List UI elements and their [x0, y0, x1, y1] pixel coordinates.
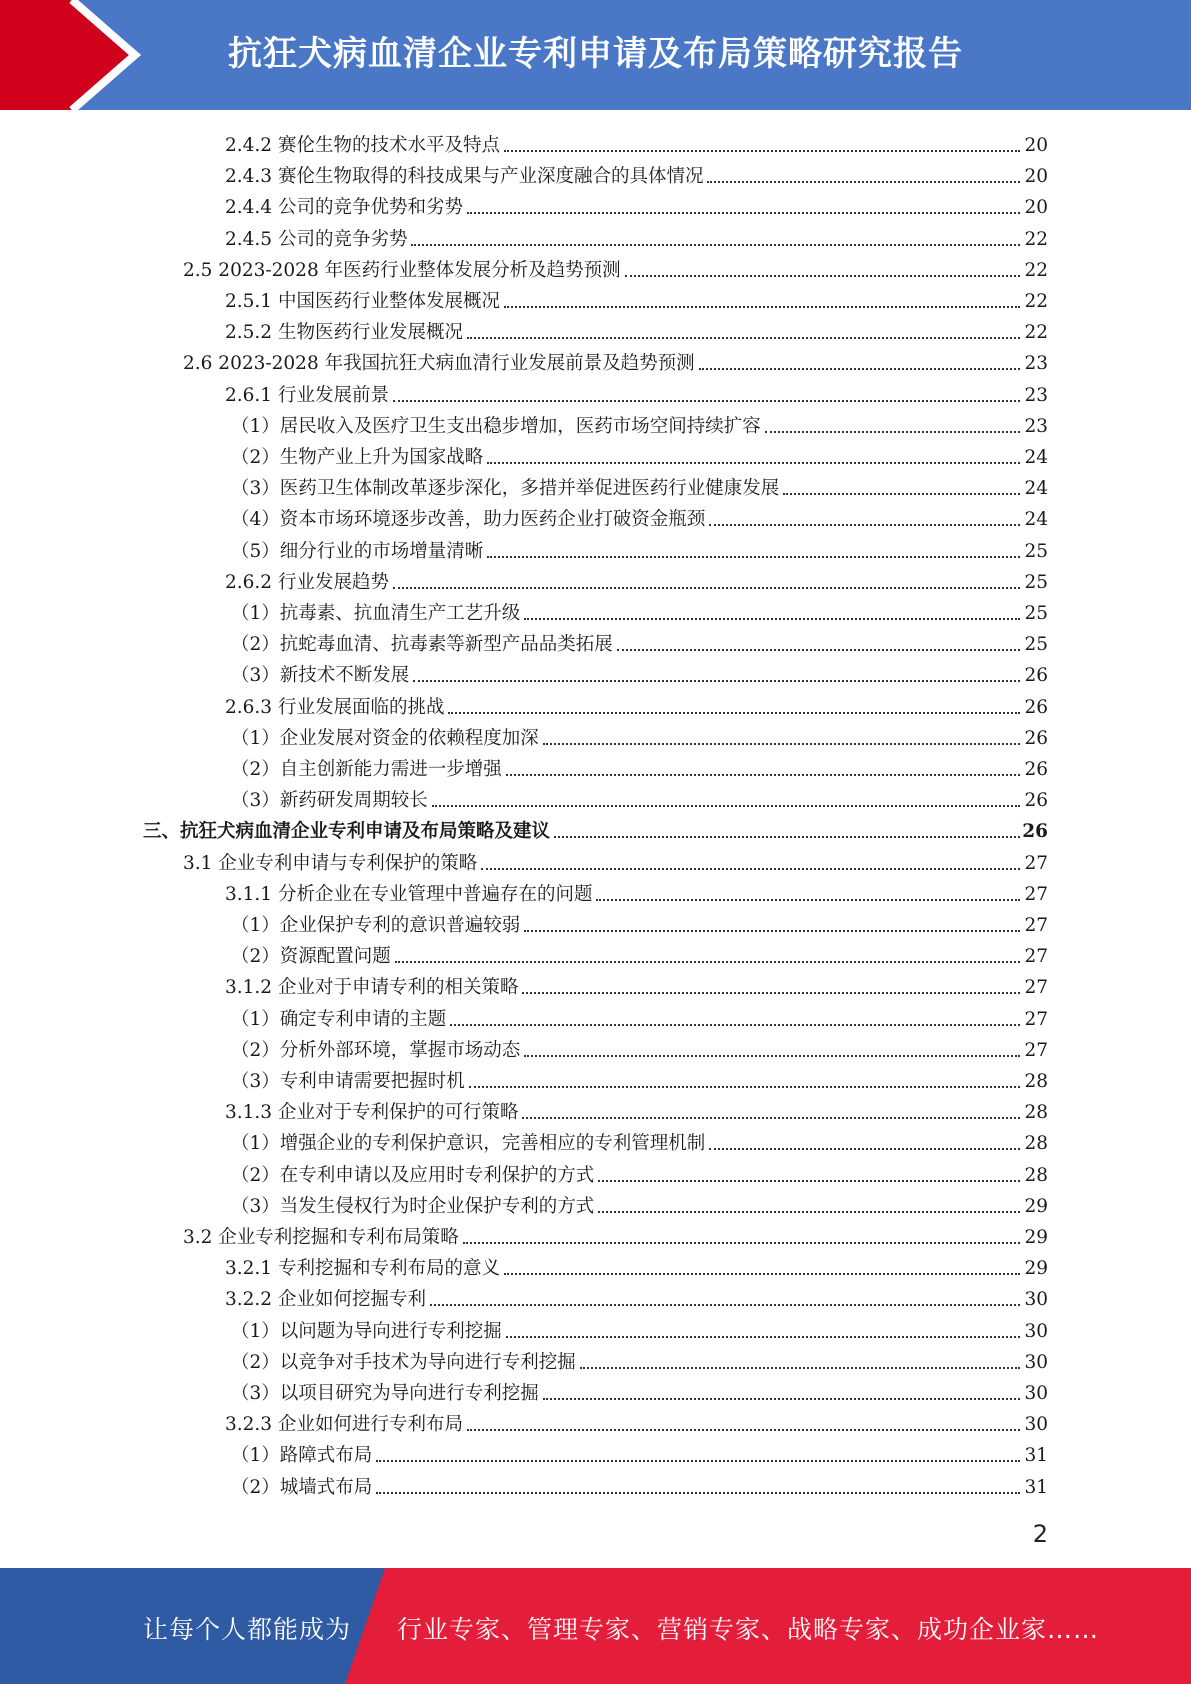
- toc-entry[interactable]: [225, 688, 1048, 719]
- toc-entry[interactable]: [231, 500, 1048, 531]
- toc-entry[interactable]: [183, 344, 1048, 375]
- toc-entry-page: 26: [1024, 665, 1048, 687]
- toc-entry-page: 24: [1024, 478, 1048, 500]
- toc-entry-label: （1）抗毒素、抗血清生产工艺升级: [231, 603, 521, 624]
- toc-dot-leader: [432, 805, 1020, 807]
- toc-dot-leader: [450, 1024, 1020, 1026]
- toc-entry-label: （4）资本市场环境逐步改善，助力医药企业打破资金瓶颈: [231, 509, 706, 531]
- toc-dot-leader: [481, 868, 1020, 870]
- toc-dot-leader: [393, 400, 1020, 402]
- toc-entry-label: （3）医药卫生体制改革逐步深化，多措并举促进医药行业健康发展: [231, 478, 780, 500]
- toc-dot-leader: [580, 1367, 1020, 1369]
- toc-entry-page: 20: [1024, 166, 1048, 188]
- toc-entry[interactable]: [225, 1280, 1048, 1311]
- toc-entry[interactable]: [225, 563, 1048, 594]
- toc-entry[interactable]: [231, 656, 1048, 687]
- toc-entry-label: 2.6.1 行业发展前景: [225, 384, 389, 406]
- toc-dot-leader: [506, 1336, 1020, 1338]
- toc-entry-page: 29: [1024, 1227, 1048, 1248]
- toc-dot-leader: [504, 1273, 1020, 1275]
- toc-dot-leader: [554, 836, 1020, 838]
- toc-entry[interactable]: [231, 1187, 1048, 1218]
- toc-entry[interactable]: [231, 906, 1048, 937]
- toc-entry[interactable]: [231, 469, 1048, 500]
- toc-entry-label: （1）企业保护专利的意识普遍较弱: [231, 915, 521, 936]
- toc-dot-leader: [765, 431, 1020, 433]
- toc-entry[interactable]: [183, 1218, 1048, 1249]
- toc-entry[interactable]: [231, 1062, 1048, 1093]
- toc-entry-label: 3.2.3 企业如何进行专利布局: [225, 1414, 463, 1436]
- toc-entry-page: 24: [1024, 509, 1048, 531]
- toc-entry[interactable]: [231, 407, 1048, 438]
- toc-entry-page: 25: [1024, 603, 1048, 624]
- toc-entry-label: 2.4.5 公司的竞争劣势: [225, 228, 408, 250]
- toc-entry[interactable]: [225, 157, 1048, 188]
- toc-entry-page: 27: [1024, 915, 1048, 936]
- toc-entry[interactable]: [231, 781, 1048, 812]
- toc-entry[interactable]: [231, 1000, 1048, 1031]
- toc-entry-page: 20: [1024, 135, 1048, 156]
- toc-dot-leader: [393, 587, 1020, 589]
- toc-dot-leader: [524, 930, 1020, 932]
- toc-entry[interactable]: [231, 532, 1048, 563]
- toc-entry[interactable]: [225, 376, 1048, 407]
- toc-dot-leader: [469, 1086, 1020, 1088]
- toc-dot-leader: [709, 524, 1020, 526]
- toc-dot-leader: [448, 712, 1020, 714]
- toc-dot-leader: [413, 680, 1020, 682]
- toc-entry-label: 2.5 2023-2028 年医药行业整体发展分析及趋势预测: [183, 259, 621, 281]
- toc-entry[interactable]: [231, 1124, 1048, 1155]
- toc-entry-label: 3.1 企业专利申请与专利保护的策略: [183, 852, 478, 874]
- toc-entry-label: 3.1.1 分析企业在专业管理中普遍存在的问题: [225, 883, 593, 905]
- toc-entry-label: （5）细分行业的市场增量清晰: [231, 540, 484, 562]
- toc-entry-page: 26: [1024, 727, 1048, 749]
- toc-entry-label: 2.5.1 中国医药行业整体发展概况: [225, 291, 500, 312]
- toc-entry-page: 31: [1024, 1445, 1048, 1467]
- toc-entry[interactable]: [183, 844, 1048, 875]
- toc-entry[interactable]: [225, 282, 1048, 313]
- toc-dot-leader: [522, 992, 1020, 994]
- toc-dot-leader: [395, 961, 1020, 963]
- toc-entry[interactable]: [225, 875, 1048, 906]
- toc-entry-label: 3.2 企业专利挖掘和专利布局策略: [183, 1227, 459, 1248]
- toc-entry-page: 20: [1024, 197, 1048, 219]
- toc-dot-leader: [506, 774, 1020, 776]
- toc-entry-page: 29: [1024, 1195, 1048, 1217]
- toc-entry-page: 22: [1024, 322, 1048, 344]
- toc-dot-leader: [524, 618, 1020, 620]
- toc-dot-leader: [596, 899, 1020, 901]
- toc-dot-leader: [783, 493, 1020, 495]
- toc-entry-page: 28: [1024, 1164, 1048, 1186]
- toc-entry-page: 23: [1024, 353, 1048, 375]
- toc-dot-leader: [543, 1398, 1020, 1400]
- toc-dot-leader: [467, 1429, 1020, 1431]
- toc-dot-leader: [504, 306, 1020, 308]
- toc-entry-page: 30: [1024, 1383, 1048, 1404]
- toc-entry-label: （2）抗蛇毒血清、抗毒素等新型产品品类拓展: [231, 634, 613, 656]
- toc-entry-label: 2.4.4 公司的竞争优势和劣势: [225, 197, 463, 219]
- toc-entry-page: 26: [1024, 696, 1048, 718]
- toc-entry-page: 30: [1024, 1351, 1048, 1373]
- toc-entry[interactable]: [225, 313, 1048, 344]
- toc-entry-page: 28: [1024, 1102, 1048, 1124]
- toc-entry-page: 28: [1024, 1133, 1048, 1155]
- toc-entry-label: （3）新技术不断发展: [231, 665, 410, 687]
- toc-entry[interactable]: [225, 1093, 1048, 1124]
- toc-entry-label: 3.1.3 企业对于专利保护的可行策略: [225, 1102, 519, 1124]
- toc-entry[interactable]: [231, 438, 1048, 469]
- toc-dot-leader: [625, 275, 1020, 277]
- page-footer: [0, 1568, 1191, 1684]
- toc-entry-page: 23: [1024, 415, 1048, 437]
- chevron-arrow-icon: [0, 0, 160, 110]
- toc-dot-leader: [504, 150, 1020, 152]
- toc-entry-page: 27: [1024, 852, 1048, 874]
- toc-entry-label: （1）增强企业的专利保护意识，完善相应的专利管理机制: [231, 1133, 706, 1155]
- page-number: 2: [1032, 1520, 1048, 1548]
- toc-entry-label: （3）当发生侵权行为时企业保护专利的方式: [231, 1195, 595, 1217]
- toc-entry[interactable]: [231, 937, 1048, 968]
- toc-dot-leader: [376, 1492, 1020, 1494]
- toc-entry-label: （1）以问题为导向进行专利挖掘: [231, 1320, 502, 1342]
- toc-entry-page: 30: [1024, 1414, 1048, 1436]
- toc-entry-label: （1）居民收入及医疗卫生支出稳步增加，医药市场空间持续扩容: [231, 415, 761, 437]
- page-header: [0, 0, 1191, 110]
- toc-entry-page: 24: [1024, 447, 1048, 468]
- toc-dot-leader: [467, 212, 1020, 214]
- toc-entry-label: （2）资源配置问题: [231, 946, 391, 968]
- toc-dot-leader: [543, 743, 1020, 745]
- toc-entry-page: 27: [1024, 1008, 1048, 1030]
- toc-dot-leader: [598, 1211, 1020, 1213]
- toc-entry-page: 26: [1024, 759, 1048, 780]
- report-title: 抗狂犬病血清企业专利申请及布局策略研究报告: [228, 34, 963, 74]
- toc-dot-leader: [707, 181, 1020, 183]
- toc-dot-leader: [699, 368, 1020, 370]
- toc-entry-page: 30: [1024, 1289, 1048, 1311]
- toc-entry-label: （3）新药研发周期较长: [231, 790, 428, 812]
- toc-entry[interactable]: [231, 750, 1048, 781]
- toc-dot-leader: [411, 244, 1020, 246]
- toc-entry-page: 22: [1024, 228, 1048, 250]
- toc-entry[interactable]: [231, 594, 1048, 625]
- toc-entry-page: 25: [1024, 634, 1048, 656]
- toc-entry-label: 3.2.1 专利挖掘和专利布局的意义: [225, 1258, 500, 1280]
- toc-entry[interactable]: [225, 220, 1048, 251]
- toc-dot-leader: [524, 1055, 1020, 1057]
- footer-slogan-left: 让每个人都能成为: [143, 1615, 352, 1644]
- toc-entry-page: 31: [1024, 1476, 1048, 1498]
- toc-entry[interactable]: [231, 1343, 1048, 1374]
- toc-entry-page: 30: [1024, 1320, 1048, 1342]
- toc-entry-label: （2）城墙式布局: [231, 1476, 373, 1498]
- toc-entry-page: 27: [1024, 1039, 1048, 1061]
- toc-entry-page: 22: [1024, 291, 1048, 312]
- toc-entry[interactable]: [231, 1374, 1048, 1405]
- toc-entry[interactable]: [231, 1436, 1048, 1467]
- toc-entry-label: 2.5.2 生物医药行业发展概况: [225, 322, 463, 344]
- toc-entry-page: 29: [1024, 1258, 1048, 1280]
- toc-entry-label: （2）分析外部环境，掌握市场动态: [231, 1039, 521, 1061]
- toc-entry[interactable]: [225, 968, 1048, 999]
- toc-entry-page: 23: [1024, 384, 1048, 406]
- toc-entry-label: 3.2.2 企业如何挖掘专利: [225, 1289, 426, 1311]
- toc-entry-label: 3.1.2 企业对于申请专利的相关策略: [225, 977, 519, 999]
- toc-dot-leader: [376, 1460, 1020, 1462]
- toc-dot-leader: [487, 556, 1020, 558]
- toc-entry[interactable]: [231, 719, 1048, 750]
- toc-entry-label: （1）企业发展对资金的依赖程度加深: [231, 727, 539, 749]
- toc-entry[interactable]: [231, 625, 1048, 656]
- toc-entry[interactable]: [225, 126, 1048, 157]
- toc-entry-label: （2）以竞争对手技术为导向进行专利挖掘: [231, 1351, 576, 1373]
- toc-entry[interactable]: [143, 812, 1048, 843]
- toc-entry-label: （2）生物产业上升为国家战略: [231, 447, 484, 468]
- toc-entry-page: 27: [1024, 883, 1048, 905]
- toc-entry-page: 26: [1022, 821, 1048, 843]
- toc-entry-label: （3）专利申请需要把握时机: [231, 1071, 465, 1092]
- toc-entry[interactable]: [231, 1312, 1048, 1343]
- toc-entry-label: （2）自主创新能力需进一步增强: [231, 759, 502, 780]
- toc-dot-leader: [463, 1242, 1020, 1244]
- footer-slogan-right: 行业专家、管理专家、营销专家、战略专家、成功企业家……: [397, 1615, 1100, 1644]
- toc-entry[interactable]: [225, 188, 1048, 219]
- toc-entry-label: 2.6 2023-2028 年我国抗狂犬病血清行业发展前景及趋势预测: [183, 353, 695, 375]
- toc-dot-leader: [467, 337, 1020, 339]
- toc-entry-label: 2.4.2 赛伦生物的技术水平及特点: [225, 135, 500, 156]
- toc-entry-label: （2）在专利申请以及应用时专利保护的方式: [231, 1164, 595, 1186]
- toc-entry-label: （3）以项目研究为导向进行专利挖掘: [231, 1383, 539, 1404]
- toc-dot-leader: [598, 1180, 1020, 1182]
- toc-entry-page: 27: [1024, 977, 1048, 999]
- toc-entry[interactable]: [225, 1249, 1048, 1280]
- toc-entry-label: 2.6.2 行业发展趋势: [225, 571, 389, 593]
- toc-entry-label: 三、抗狂犬病血清企业专利申请及布局策略及建议: [143, 821, 551, 843]
- toc-entry-page: 27: [1024, 946, 1048, 968]
- toc-entry-label: （1）路障式布局: [231, 1445, 373, 1467]
- toc-entry-page: 22: [1024, 259, 1048, 281]
- toc-entry[interactable]: [183, 251, 1048, 282]
- toc-dot-leader: [522, 1117, 1020, 1119]
- toc-entry-page: 26: [1024, 790, 1048, 812]
- toc-dot-leader: [430, 1304, 1020, 1306]
- toc-dot-leader: [617, 649, 1020, 651]
- toc-entry[interactable]: [231, 1468, 1048, 1499]
- toc-entry-label: （1）确定专利申请的主题: [231, 1008, 447, 1030]
- toc-dot-leader: [709, 1148, 1020, 1150]
- toc-entry-label: 2.4.3 赛伦生物取得的科技成果与产业深度融合的具体情况: [225, 166, 704, 188]
- toc-entry-label: 2.6.3 行业发展面临的挑战: [225, 696, 445, 718]
- toc-dot-leader: [487, 462, 1020, 464]
- toc-entry-page: 28: [1024, 1071, 1048, 1092]
- toc-entry[interactable]: [231, 1156, 1048, 1187]
- toc-entry-page: 25: [1024, 571, 1048, 593]
- toc-entry[interactable]: [231, 1031, 1048, 1062]
- toc-entry-page: 25: [1024, 540, 1048, 562]
- toc-entry[interactable]: [225, 1405, 1048, 1436]
